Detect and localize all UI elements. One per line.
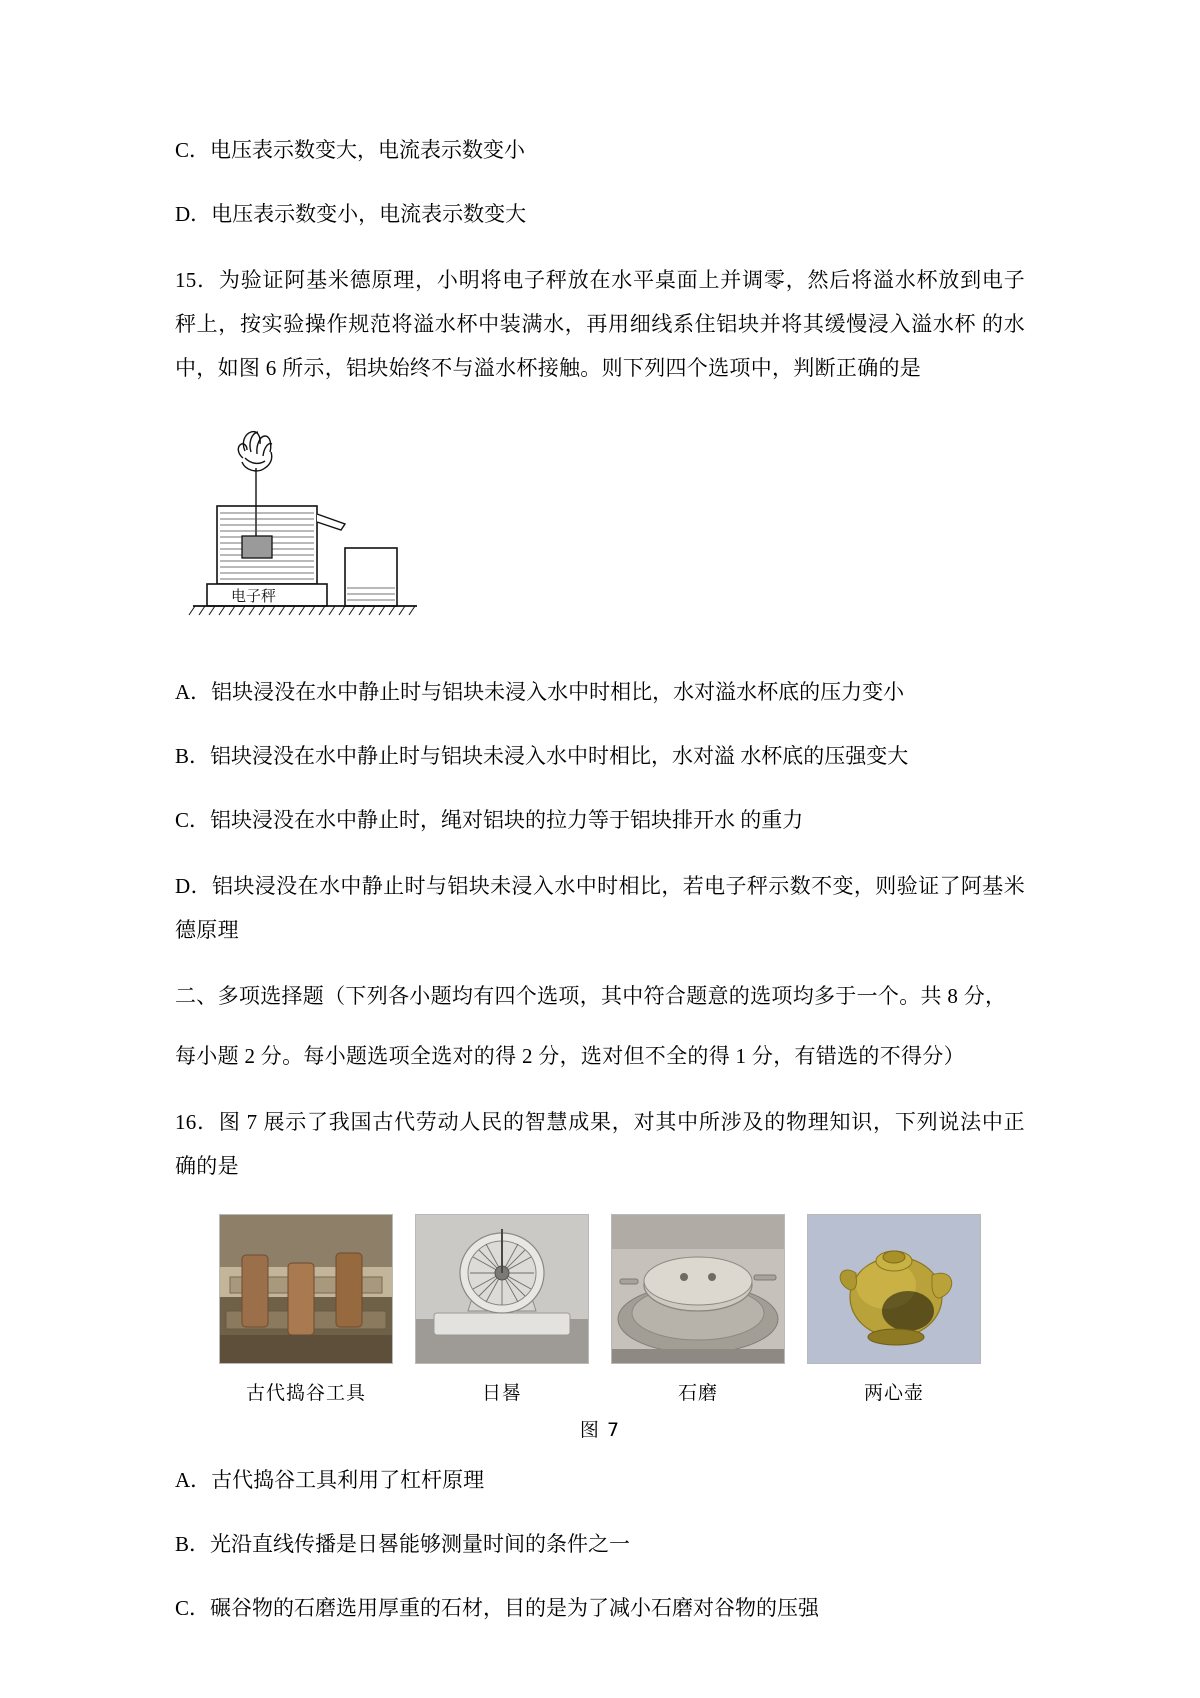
balance-label: 电子秤 bbox=[231, 587, 277, 605]
question-16-stem: 16．图 7 展示了我国古代劳动人民的智慧成果，对其中所涉及的物理知识，下列说法中正确的是 bbox=[175, 1110, 1025, 1178]
collecting-beaker bbox=[345, 548, 397, 606]
option-b-q15: B．铝块浸没在水中静止时与铝块未浸入水中时相比，水对溢 水杯底的压强变大 bbox=[175, 744, 909, 768]
stone-mill-photo bbox=[611, 1214, 785, 1364]
figure-7-item bbox=[416, 1214, 588, 1405]
aluminium-block bbox=[242, 536, 272, 558]
figure-7-label: 图 7 bbox=[579, 1419, 621, 1441]
figure-7-item bbox=[808, 1214, 980, 1405]
section-two-line-2: 每小题 2 分。每小题选项全选对的得 2 分，选对但不全的得 1 分，有错选的不得分） bbox=[175, 1044, 965, 1068]
option-c-q15: C．铝块浸没在水中静止时，绳对铝块的拉力等于铝块排开水 的重力 bbox=[175, 808, 804, 832]
photo-caption: 日晷 bbox=[481, 1382, 522, 1404]
option-a-q16: A．古代捣谷工具利用了杠杆原理 bbox=[175, 1468, 485, 1492]
beaker-spout bbox=[317, 514, 345, 530]
sundial-photo bbox=[415, 1214, 589, 1364]
option-a-q15: A．铝块浸没在水中静止时与铝块未浸入水中时相比，水对溢水杯底的压力变小 bbox=[175, 680, 905, 704]
section-two-line-1: 二、多项选择题（下列各小题均有四个选项，其中符合题意的选项均多于一个。共 8 分， bbox=[175, 984, 1007, 1008]
two-heart-pot-photo bbox=[807, 1214, 981, 1364]
figure-7 bbox=[175, 1214, 1025, 1442]
option-d-q15: D．铝块浸没在水中静止时与铝块未浸入水中时相比，若电子秤示数不变，则验证了阿基米德原理 bbox=[175, 874, 1025, 942]
photo-caption: 两心壶 bbox=[863, 1382, 924, 1404]
photo-caption: 石磨 bbox=[677, 1382, 718, 1404]
option-c-q16: C．碾谷物的石磨选用厚重的石材，目的是为了减小石磨对谷物的压强 bbox=[175, 1596, 820, 1620]
option-c-q14: C．电压表示数变大，电流表示数变小 bbox=[175, 138, 526, 162]
option-d-q14: D．电压表示数变小，电流表示数变大 bbox=[175, 202, 527, 226]
figure-7-item bbox=[612, 1214, 784, 1405]
question-15-stem: 15．为验证阿基米德原理，小明将电子秤放在水平桌面上并调零，然后将溢水杯放到电子 秤上，按实验操作规范将溢水杯中装满水，再用细线系住铝块并将其缓慢浸入溢水杯 的水中，如图 6 所示，铝块始终不与溢水杯接触。则下列四个选项中，判断正确的是 bbox=[175, 268, 1025, 380]
figure-7-photo-row bbox=[220, 1214, 980, 1405]
figure-7-item bbox=[220, 1214, 392, 1405]
ancient-pounding-tool-photo bbox=[219, 1214, 393, 1364]
figure-6 bbox=[175, 418, 1025, 638]
photo-caption: 古代捣谷工具 bbox=[245, 1382, 366, 1404]
option-b-q16: B．光沿直线传播是日晷能够测量时间的条件之一 bbox=[175, 1532, 631, 1556]
figure-6-diagram bbox=[185, 418, 425, 633]
